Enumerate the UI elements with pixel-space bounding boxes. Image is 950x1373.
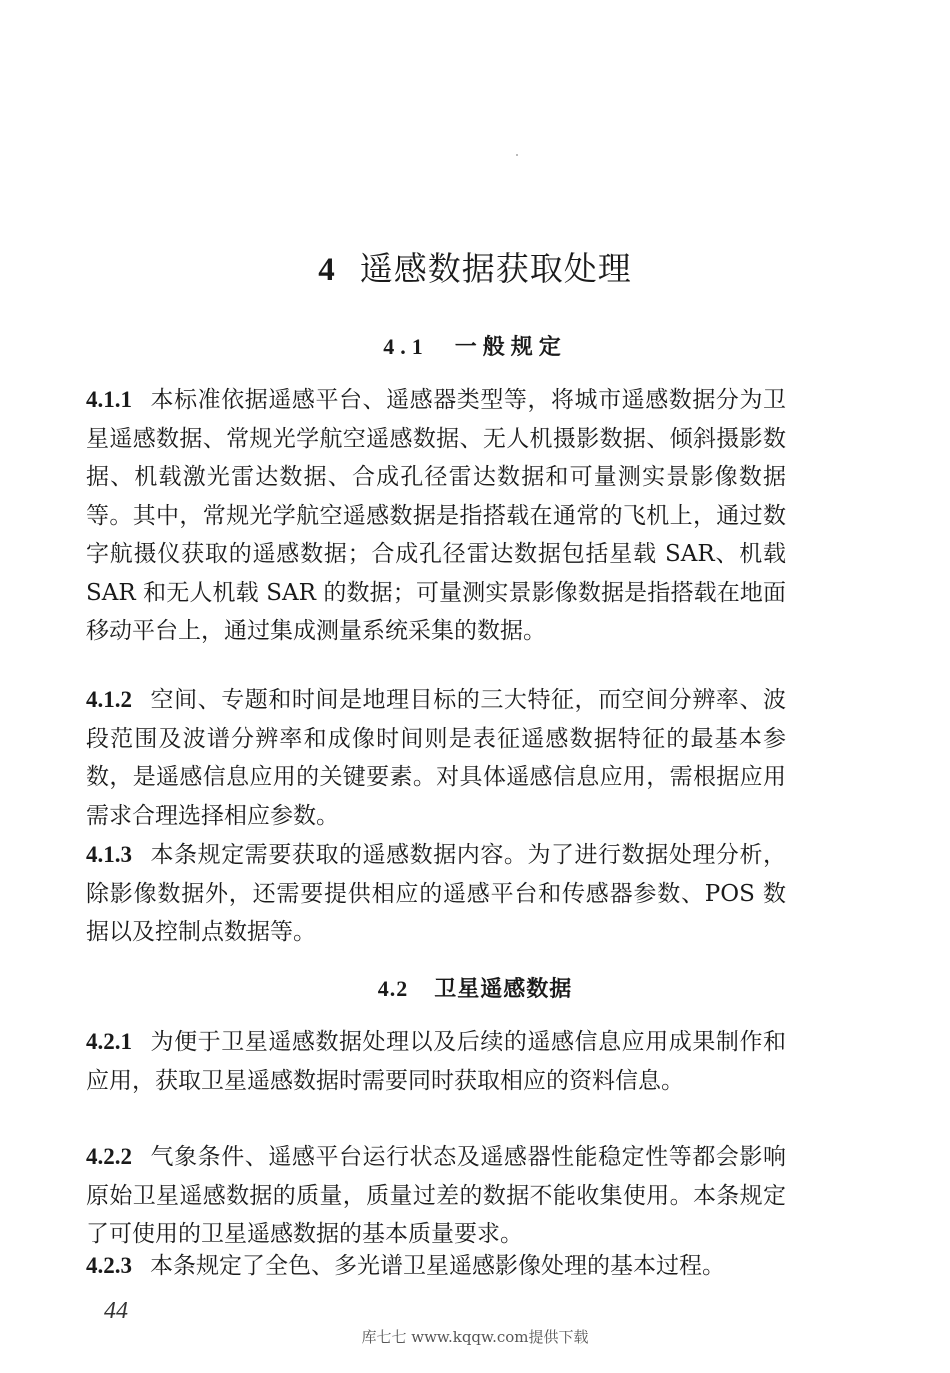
section-heading-4-2 xyxy=(0,972,950,1003)
chapter-title-text: 遥感数据获取处理 xyxy=(359,249,632,288)
clause-4-1-1 xyxy=(86,381,786,651)
clause-4-2-2 xyxy=(86,1138,786,1254)
clause-text: 气象条件、遥感平台运行状态及遥感器性能稳定性等都会影响原始卫星遥感数据的质量，质量过差的数据不能收集使用。本条规定了可使用的卫星遥感数据的基本质量要求。 xyxy=(86,1144,786,1247)
clause-text: 本标准依据遥感平台、遥感器类型等，将城市遥感数据分为卫星遥感数据、常规光学航空遥感数据、无人机摄影数据、倾斜摄影数据、机载激光雷达数据、合成孔径雷达数据和可量测实景影像数据等。其中，常规光学航空遥感数据是指搭载在通常的飞机上，通过数字航摄仪获取的遥感数据；合成孔径雷达数据包括星载 SAR、机载 SAR 和无人机载 SAR 的数据；可量测实景影像数据是指搭载在地面移动平台上，通过集成测量系统采集的数据。 xyxy=(86,387,786,644)
clause-4-1-3 xyxy=(86,836,786,952)
section-number: 4.1 xyxy=(383,334,429,359)
clause-number: 4.2.2 xyxy=(86,1144,132,1169)
section-number: 4.2 xyxy=(377,976,409,1001)
chapter-number: 4 xyxy=(318,252,336,288)
chapter-title xyxy=(0,243,950,290)
clause-text: 本条规定需要获取的遥感数据内容。为了进行数据处理分析，除影像数据外，还需要提供相应的遥感平台和传感器参数、POS 数据以及控制点数据等。 xyxy=(86,842,786,945)
scan-speck xyxy=(516,154,518,156)
clause-number: 4.1.3 xyxy=(86,842,132,867)
page-number: 44 xyxy=(104,1298,128,1324)
clause-text: 为便于卫星遥感数据处理以及后续的遥感信息应用成果制作和应用，获取卫星遥感数据时需要同时获取相应的资料信息。 xyxy=(86,1029,786,1094)
clause-4-2-1 xyxy=(86,1023,786,1100)
section-heading-4-1 xyxy=(0,330,950,361)
section-title: 一般规定 xyxy=(454,335,567,360)
watermark: 库七七 www.kqqw.com提供下载 xyxy=(361,1328,589,1346)
section-title: 卫星遥感数据 xyxy=(434,977,573,1002)
clause-text: 空间、专题和时间是地理目标的三大特征，而空间分辨率、波段范围及波谱分辨率和成像时间则是表征遥感数据特征的最基本参数，是遥感信息应用的关键要素。对具体遥感信息应用，需根据应用需求合理选择相应参数。 xyxy=(86,687,786,829)
clause-number: 4.1.2 xyxy=(86,687,132,712)
clause-4-2-3 xyxy=(86,1247,786,1286)
clause-4-1-2 xyxy=(86,681,786,835)
clause-number: 4.1.1 xyxy=(86,387,132,412)
clause-number: 4.2.1 xyxy=(86,1029,132,1054)
clause-text: 本条规定了全色、多光谱卫星遥感影像处理的基本过程。 xyxy=(150,1253,725,1279)
clause-number: 4.2.3 xyxy=(86,1253,132,1278)
